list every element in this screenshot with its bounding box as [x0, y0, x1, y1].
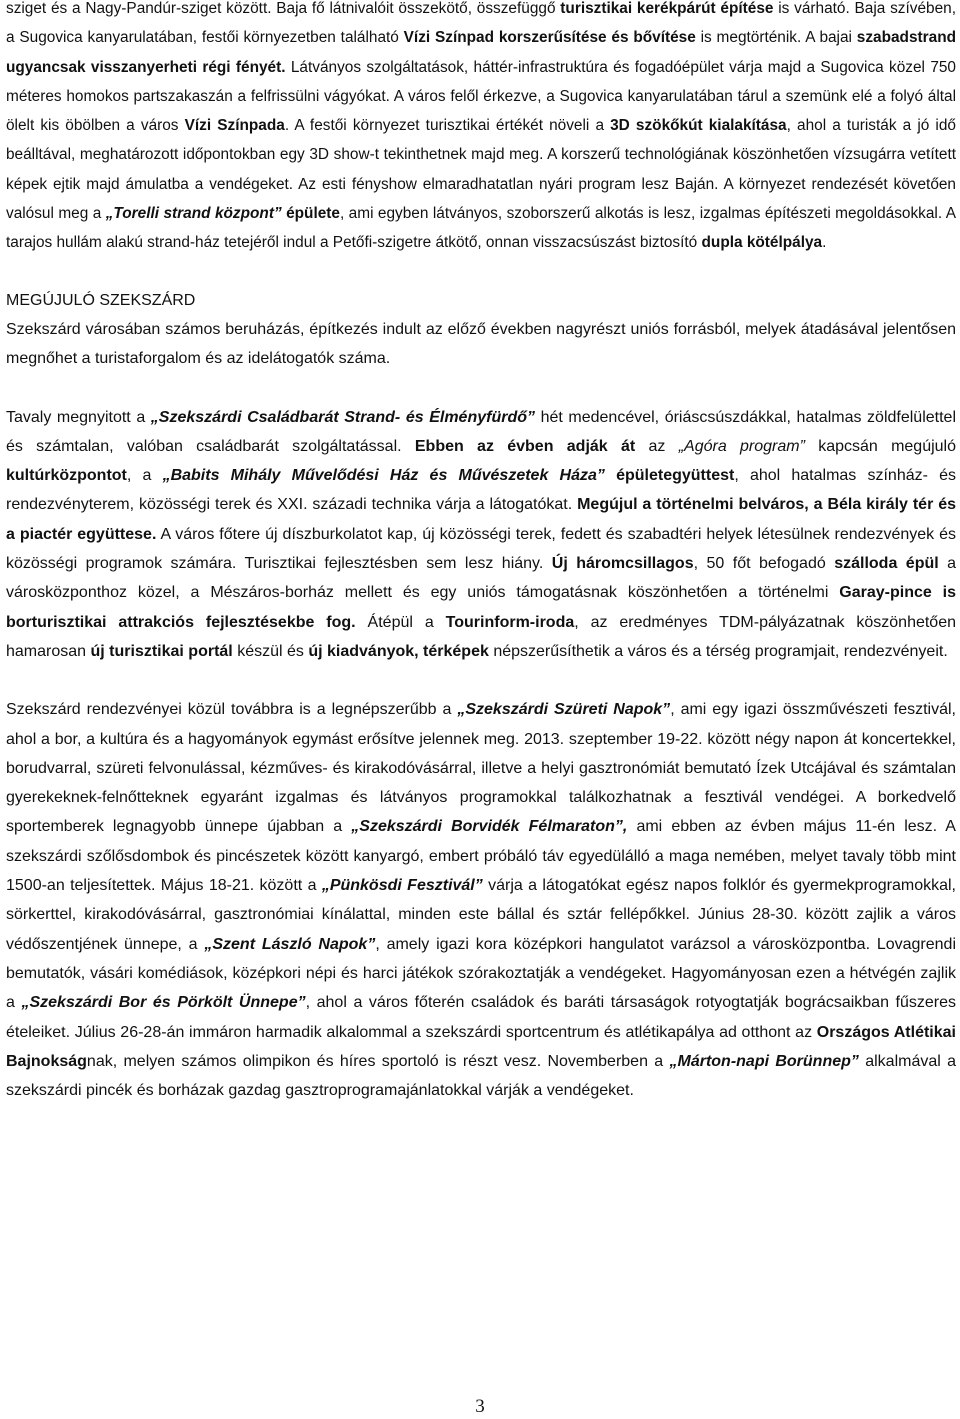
text-run: alkalmával a szekszárdi pincék és borházak gazdag gasztroprogramajánlatokkal várják a vendégeket.: [6, 1052, 957, 1100]
text-run: , a: [126, 467, 163, 485]
text-run: is megtörténik. A bajai: [695, 29, 857, 47]
section-heading-megujulo-szekszard: MEGÚJULÓ SZEKSZÁRD: [6, 291, 196, 309]
emphasized-text: „Márton-napi Borünnep”: [669, 1052, 859, 1070]
paragraph-baja-tourism: [6, 0, 956, 258]
emphasized-text: „Szekszárdi Szüreti Napok”: [457, 701, 671, 719]
text-run: , ahol a turisták a jó idő beálltával, meghatározott időpontokban egy 3D show-t tekinthetnek majd meg. A korszerű technológiának köszönhetően vízsugárra vetített képek ejtik majd ámulatba a vendégeket. Az esti fényshow elmaradhatatlan nyári program lesz Baján. A környezet rendezését követően valósul meg a: [6, 117, 956, 223]
emphasized-text: „Torelli strand központ”: [105, 205, 282, 223]
text-run: , ahol hatalmas színház- és rendezvényterem, közösségi terek és XXI. századi technika várja a látogatókat.: [6, 467, 957, 514]
text-run: [605, 467, 616, 484]
text-run: , az eredményes TDM-pályázatnak köszönhetően hamarosan: [6, 613, 957, 660]
text-run: Szekszárd rendezvényei közül továbbra is a legnépszerűbb a: [6, 701, 458, 719]
text-run: Átépül a: [355, 613, 446, 631]
text-run: a városközponthoz közel, a Mészáros-borház mellett és egy uniós támogatásnak köszönhetően a történelmi: [6, 555, 957, 602]
text-run: várja a látogatókat egész napos folklór és gyermekprogramokkal, sörkerttel, kirakodóvásárral, gasztronómiai kínálattal, minden este bállal és sztár fellépőkkel. Június 28-30. között zajlik a város védőszentjének ünnepe, a: [6, 877, 956, 953]
text-run: . A festői környezet turisztikai értékét növeli a: [284, 117, 611, 135]
text-run: A város főtere új díszburkolatot kap, új közösségi terek, fedett és szabadtéri helyek létesülnek rendezvények és közösségi programok számára. Turisztikai fejlesztésben sem lesz hiány.: [6, 525, 956, 573]
text-run: népszerűsíthetik a város és a térség programjait, rendezvényeit.: [488, 642, 948, 660]
text-run: nak, melyen számos olimpikon és híres sportoló is részt vesz. Novemberben a: [86, 1052, 670, 1070]
emphasized-text: turisztikai kerékpárút építése: [560, 0, 774, 17]
text-run: készül és: [232, 642, 309, 660]
text-run: , ami egyben látványos, szoborszerű alkotás is lesz, izgalmas építészeti megoldásokkal. A tarajos hullám alakú strand-ház tetejéről indul a Petőfi-szigetre átkötő, onnan visszacsúszást biztosító: [6, 205, 956, 252]
text-run: , ahol a város főterén családok és baráti társaságok rotyogtatják bográcsaikban fűszeres ételeiket. Július 26-28-án immáron harmadik alkalommal a szekszárdi sportcentrum és atlétikapálya ad otthont az: [6, 994, 956, 1041]
paragraph-szekszard-intro: [6, 315, 956, 374]
emphasized-text: kultúrközpontot: [6, 467, 127, 485]
emphasized-text: Vízi Színpad korszerűsítése és bővítése: [403, 29, 696, 47]
paragraph-szekszard-events: [6, 695, 956, 1105]
emphasized-text: Tourinform-iroda: [445, 613, 575, 631]
emphasized-text: „Babits Mihály Művelődési Ház és Művészetek Háza”: [162, 467, 605, 485]
emphasized-text: dupla kötélpálya: [701, 234, 823, 252]
emphasized-text: „Szekszárdi Családbarát Strand- és Élményfürdő”: [150, 408, 535, 426]
text-run: Szekszárd városában számos beruházás, építkezés indult az előző években nagyrészt uniós forrásból, melyek átadásával jelentősen megnőhet a turistaforgalom és az idelátogatók száma.: [6, 320, 956, 368]
paragraph-szekszard-developments: [6, 403, 956, 667]
emphasized-text: „Szekszárdi Borvidék Félmaraton”,: [351, 818, 628, 836]
page-number: 3: [475, 1396, 485, 1417]
emphasized-text: épülete: [281, 205, 340, 223]
text-run: .: [822, 234, 827, 252]
emphasized-text: szabadstrand ugyancsak visszanyerheti régi fényét.: [6, 29, 956, 76]
emphasized-text: Garay-pince is borturisztikai attrakciós fejlesztésekbe fog.: [6, 584, 956, 631]
emphasized-text: épületegyüttest: [616, 467, 735, 485]
document-page: [6, 0, 956, 1105]
text-run: hét medencével, óriáscsúszdákkal, hatalmas zöldfelülettel és számtalan, valóban családbarát szolgáltatással.: [6, 408, 956, 455]
text-run: az: [635, 437, 679, 455]
text-run: is várható. Baja szívében, a Sugovica kanyarulatában, festői környezetben található: [6, 0, 956, 47]
emphasized-text: Vízi Színpada: [184, 117, 285, 135]
emphasized-text: „Szent László Napok”: [204, 935, 376, 953]
emphasized-text: szálloda épül: [834, 555, 939, 573]
text-run: ami ebben az évben május 11-én lesz. A szekszárdi szőlősdombok és pincészetek között kanyargó, embert próbáló táv egyedülálló a maga nemében, melyet tavaly több mint 1500-an teljesítettek. Május 18-21. között a: [6, 818, 956, 895]
emphasized-text: „Agóra program”: [678, 437, 805, 455]
text-run: Tavaly megnyitott a: [6, 408, 151, 426]
text-run: kapcsán megújuló: [804, 437, 957, 455]
emphasized-text: új kiadványok, térképek: [308, 642, 489, 660]
emphasized-text: Országos Atlétikai Bajnokság: [6, 1023, 956, 1070]
emphasized-text: Új háromcsillagos: [551, 555, 694, 573]
emphasized-text: Ebben az évben adják át: [414, 437, 636, 455]
text-run: Látványos szolgáltatások, háttér-infrastruktúra és fogadóépület várja majd a Sugovica közel 750 méteres homokos partszakaszán a felfrissülni vágyókat. A város felől érkezve, a Sugovica kanyarulatában tárul a szemünk elé a folyó által ölelt kis öbölben a város: [6, 58, 956, 135]
emphasized-text: „Pünkösdi Fesztivál”: [321, 877, 483, 895]
emphasized-text: új turisztikai portál: [90, 642, 233, 660]
emphasized-text: „Szekszárdi Bor és Pörkölt Ünnepe”: [21, 994, 306, 1012]
text-run: , 50 főt befogadó: [693, 555, 835, 573]
emphasized-text: Megújul a történelmi belváros, a Béla király tér és a piactér együttese.: [6, 496, 957, 543]
text-run: , ami egy igazi összművészeti fesztivál, ahol a bor, a kultúra és a hagyományok egymást erősítve jelennek meg. 2013. szeptember 19-22. között négy napon át koncertekkel, borudvarral, szüreti felvonulással, kézműves- és kirakodóvásárral, illetve a helyi gasztronómiát bemutató Ízek Utcájával és számtalan gyerekeknek-felnőtteknek egyaránt izgalmas és látványos programokkal találkozhatnak a fesztivál vendégei. A borkedvelő sportemberek legnagyobb ünnepe újabban a: [6, 701, 956, 836]
emphasized-text: 3D szökőkút kialakítása: [610, 117, 787, 135]
text-run: sziget és a Nagy-Pandúr-sziget között. Baja fő látnivalóit összekötő, összefüggő: [6, 0, 561, 17]
text-run: , amely igazi kora középkori hangulatot varázsol a városközpontba. Lovagrendi bemutatók, vásári komédiások, középkori népi és harci játékok szórakoztatják a vendégeket. Hagyományosan ezen a hétvégén zajlik a: [6, 935, 957, 1012]
